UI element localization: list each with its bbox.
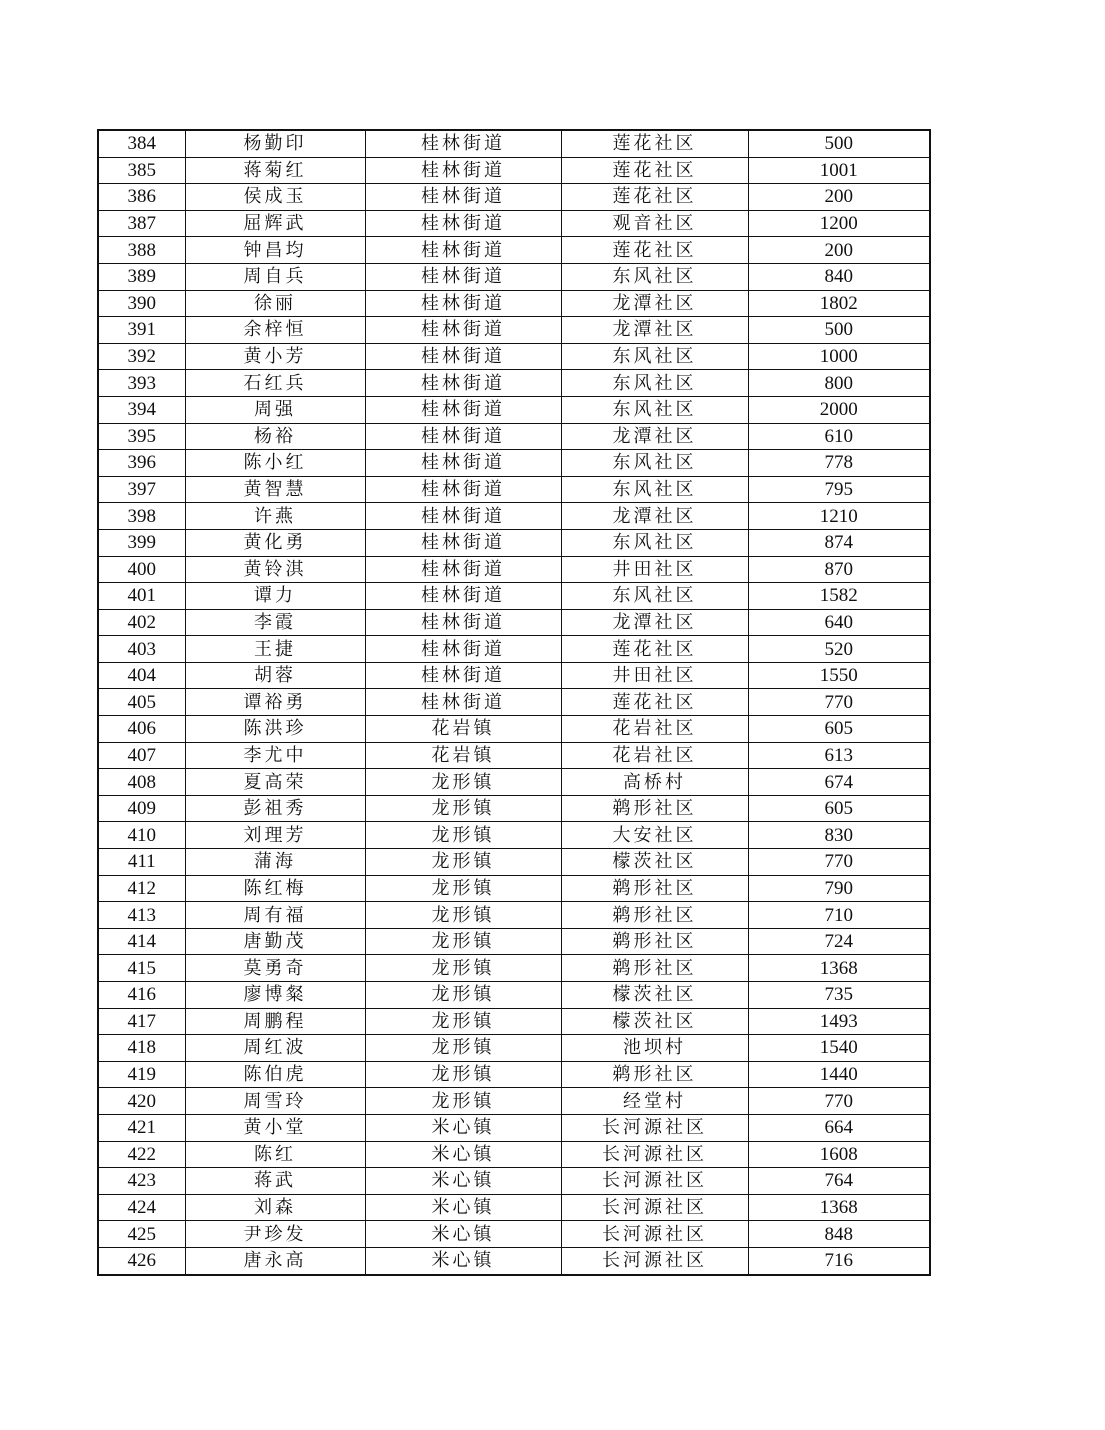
amount-cell: 800 (748, 370, 930, 397)
person-name-cell: 周红波 (185, 1035, 365, 1062)
community-cell: 井田社区 (561, 556, 748, 583)
table-row (98, 982, 930, 1009)
person-name-cell: 唐永高 (185, 1247, 365, 1274)
amount-cell: 1802 (748, 290, 930, 317)
table-row (98, 263, 930, 290)
table-row (98, 955, 930, 982)
row-number-cell: 409 (98, 795, 185, 822)
table-row (98, 317, 930, 344)
row-number-cell: 420 (98, 1088, 185, 1115)
community-cell: 经堂村 (561, 1088, 748, 1115)
table-row (98, 716, 930, 743)
table-row (98, 370, 930, 397)
person-name-cell: 陈红 (185, 1141, 365, 1168)
community-cell: 龙潭社区 (561, 609, 748, 636)
table-row (98, 237, 930, 264)
amount-cell: 1368 (748, 1194, 930, 1221)
street-town-cell: 龙形镇 (365, 795, 561, 822)
person-name-cell: 谭力 (185, 583, 365, 610)
table-row (98, 503, 930, 530)
street-town-cell: 龙形镇 (365, 822, 561, 849)
row-number-cell: 417 (98, 1008, 185, 1035)
person-name-cell: 陈小红 (185, 450, 365, 477)
community-cell: 鹈形社区 (561, 795, 748, 822)
person-name-cell: 蒲海 (185, 849, 365, 876)
community-cell: 长河源社区 (561, 1114, 748, 1141)
table-row (98, 583, 930, 610)
row-number-cell: 426 (98, 1247, 185, 1274)
community-cell: 长河源社区 (561, 1247, 748, 1274)
community-cell: 龙潭社区 (561, 317, 748, 344)
community-cell: 东风社区 (561, 396, 748, 423)
row-number-cell: 406 (98, 716, 185, 743)
amount-cell: 605 (748, 795, 930, 822)
person-name-cell: 王捷 (185, 636, 365, 663)
person-name-cell: 屈辉武 (185, 210, 365, 237)
amount-cell: 870 (748, 556, 930, 583)
street-town-cell: 花岩镇 (365, 716, 561, 743)
row-number-cell: 412 (98, 875, 185, 902)
amount-cell: 520 (748, 636, 930, 663)
table-row (98, 184, 930, 211)
row-number-cell: 395 (98, 423, 185, 450)
table-row (98, 1088, 930, 1115)
amount-cell: 674 (748, 769, 930, 796)
amount-cell: 1001 (748, 157, 930, 184)
person-name-cell: 蒋菊红 (185, 157, 365, 184)
amount-cell: 610 (748, 423, 930, 450)
table-row (98, 849, 930, 876)
amount-cell: 778 (748, 450, 930, 477)
community-cell: 檬茨社区 (561, 849, 748, 876)
amount-cell: 830 (748, 822, 930, 849)
community-cell: 鹈形社区 (561, 1061, 748, 1088)
table-row (98, 476, 930, 503)
person-name-cell: 钟昌均 (185, 237, 365, 264)
community-cell: 鹈形社区 (561, 928, 748, 955)
person-name-cell: 徐丽 (185, 290, 365, 317)
row-number-cell: 421 (98, 1114, 185, 1141)
table-row (98, 450, 930, 477)
table-row (98, 130, 930, 157)
row-number-cell: 419 (98, 1061, 185, 1088)
community-cell: 龙潭社区 (561, 290, 748, 317)
street-town-cell: 桂林街道 (365, 130, 561, 157)
person-name-cell: 廖博粲 (185, 982, 365, 1009)
person-name-cell: 莫勇奇 (185, 955, 365, 982)
row-number-cell: 415 (98, 955, 185, 982)
table-row (98, 1008, 930, 1035)
person-name-cell: 蒋武 (185, 1168, 365, 1195)
amount-cell: 1493 (748, 1008, 930, 1035)
street-town-cell: 龙形镇 (365, 769, 561, 796)
street-town-cell: 桂林街道 (365, 450, 561, 477)
table-row (98, 769, 930, 796)
row-number-cell: 393 (98, 370, 185, 397)
street-town-cell: 米心镇 (365, 1194, 561, 1221)
community-cell: 莲花社区 (561, 184, 748, 211)
community-cell: 鹈形社区 (561, 955, 748, 982)
amount-cell: 1582 (748, 583, 930, 610)
row-number-cell: 405 (98, 689, 185, 716)
person-name-cell: 陈红梅 (185, 875, 365, 902)
row-number-cell: 413 (98, 902, 185, 929)
amount-cell: 724 (748, 928, 930, 955)
person-name-cell: 李尤中 (185, 742, 365, 769)
amount-cell: 874 (748, 529, 930, 556)
row-number-cell: 400 (98, 556, 185, 583)
amount-cell: 840 (748, 263, 930, 290)
row-number-cell: 386 (98, 184, 185, 211)
community-cell: 花岩社区 (561, 742, 748, 769)
community-cell: 东风社区 (561, 263, 748, 290)
person-name-cell: 周有福 (185, 902, 365, 929)
amount-cell: 500 (748, 317, 930, 344)
person-name-cell: 夏高荣 (185, 769, 365, 796)
street-town-cell: 桂林街道 (365, 423, 561, 450)
row-number-cell: 414 (98, 928, 185, 955)
street-town-cell: 米心镇 (365, 1141, 561, 1168)
table-row (98, 396, 930, 423)
row-number-cell: 404 (98, 662, 185, 689)
person-name-cell: 彭祖秀 (185, 795, 365, 822)
row-number-cell: 408 (98, 769, 185, 796)
row-number-cell: 418 (98, 1035, 185, 1062)
amount-cell: 1608 (748, 1141, 930, 1168)
community-cell: 长河源社区 (561, 1168, 748, 1195)
street-town-cell: 桂林街道 (365, 184, 561, 211)
row-number-cell: 394 (98, 396, 185, 423)
street-town-cell: 龙形镇 (365, 1088, 561, 1115)
row-number-cell: 423 (98, 1168, 185, 1195)
amount-cell: 1000 (748, 343, 930, 370)
row-number-cell: 396 (98, 450, 185, 477)
table-row (98, 875, 930, 902)
table-row (98, 210, 930, 237)
table-row (98, 822, 930, 849)
community-cell: 莲花社区 (561, 157, 748, 184)
street-town-cell: 桂林街道 (365, 317, 561, 344)
person-name-cell: 黄智慧 (185, 476, 365, 503)
row-number-cell: 398 (98, 503, 185, 530)
table-row (98, 423, 930, 450)
street-town-cell: 龙形镇 (365, 1008, 561, 1035)
person-name-cell: 刘理芳 (185, 822, 365, 849)
table-row (98, 1221, 930, 1248)
community-cell: 鹈形社区 (561, 875, 748, 902)
community-cell: 东风社区 (561, 583, 748, 610)
person-name-cell: 周自兵 (185, 263, 365, 290)
community-cell: 莲花社区 (561, 130, 748, 157)
row-number-cell: 416 (98, 982, 185, 1009)
community-cell: 莲花社区 (561, 237, 748, 264)
person-name-cell: 周鹏程 (185, 1008, 365, 1035)
amount-cell: 848 (748, 1221, 930, 1248)
community-cell: 东风社区 (561, 476, 748, 503)
community-cell: 长河源社区 (561, 1194, 748, 1221)
table-row (98, 742, 930, 769)
row-number-cell: 401 (98, 583, 185, 610)
person-name-cell: 黄化勇 (185, 529, 365, 556)
amount-cell: 1540 (748, 1035, 930, 1062)
amount-cell: 2000 (748, 396, 930, 423)
table-row (98, 1035, 930, 1062)
person-name-cell: 刘森 (185, 1194, 365, 1221)
person-name-cell: 陈洪珍 (185, 716, 365, 743)
community-cell: 莲花社区 (561, 689, 748, 716)
row-number-cell: 387 (98, 210, 185, 237)
community-cell: 龙潭社区 (561, 423, 748, 450)
street-town-cell: 桂林街道 (365, 263, 561, 290)
table-row (98, 1168, 930, 1195)
community-cell: 檬茨社区 (561, 982, 748, 1009)
community-cell: 池坝村 (561, 1035, 748, 1062)
row-number-cell: 390 (98, 290, 185, 317)
street-town-cell: 桂林街道 (365, 370, 561, 397)
amount-cell: 770 (748, 849, 930, 876)
person-name-cell: 胡蓉 (185, 662, 365, 689)
table-row (98, 609, 930, 636)
row-number-cell: 410 (98, 822, 185, 849)
person-name-cell: 杨裕 (185, 423, 365, 450)
table-row (98, 689, 930, 716)
table-row (98, 529, 930, 556)
row-number-cell: 402 (98, 609, 185, 636)
street-town-cell: 桂林街道 (365, 636, 561, 663)
community-cell: 东风社区 (561, 450, 748, 477)
street-town-cell: 龙形镇 (365, 1061, 561, 1088)
street-town-cell: 桂林街道 (365, 609, 561, 636)
amount-cell: 500 (748, 130, 930, 157)
community-cell: 鹈形社区 (561, 902, 748, 929)
street-town-cell: 龙形镇 (365, 955, 561, 982)
table-row (98, 662, 930, 689)
community-cell: 井田社区 (561, 662, 748, 689)
street-town-cell: 龙形镇 (365, 902, 561, 929)
street-town-cell: 桂林街道 (365, 210, 561, 237)
person-name-cell: 尹珍发 (185, 1221, 365, 1248)
street-town-cell: 龙形镇 (365, 1035, 561, 1062)
street-town-cell: 桂林街道 (365, 662, 561, 689)
recipient-table (97, 129, 931, 1276)
amount-cell: 770 (748, 689, 930, 716)
street-town-cell: 桂林街道 (365, 556, 561, 583)
table-row (98, 1114, 930, 1141)
street-town-cell: 龙形镇 (365, 928, 561, 955)
table-row (98, 928, 930, 955)
street-town-cell: 桂林街道 (365, 396, 561, 423)
person-name-cell: 唐勤茂 (185, 928, 365, 955)
amount-cell: 716 (748, 1247, 930, 1274)
street-town-cell: 龙形镇 (365, 982, 561, 1009)
amount-cell: 735 (748, 982, 930, 1009)
amount-cell: 710 (748, 902, 930, 929)
community-cell: 高桥村 (561, 769, 748, 796)
row-number-cell: 422 (98, 1141, 185, 1168)
person-name-cell: 李霞 (185, 609, 365, 636)
row-number-cell: 425 (98, 1221, 185, 1248)
street-town-cell: 桂林街道 (365, 290, 561, 317)
row-number-cell: 403 (98, 636, 185, 663)
community-cell: 东风社区 (561, 529, 748, 556)
street-town-cell: 桂林街道 (365, 157, 561, 184)
row-number-cell: 407 (98, 742, 185, 769)
table-row (98, 1141, 930, 1168)
amount-cell: 1210 (748, 503, 930, 530)
street-town-cell: 龙形镇 (365, 849, 561, 876)
row-number-cell: 392 (98, 343, 185, 370)
table-row (98, 1061, 930, 1088)
person-name-cell: 黄小芳 (185, 343, 365, 370)
amount-cell: 200 (748, 184, 930, 211)
table-body (98, 130, 930, 1275)
person-name-cell: 黄小堂 (185, 1114, 365, 1141)
row-number-cell: 391 (98, 317, 185, 344)
street-town-cell: 花岩镇 (365, 742, 561, 769)
community-cell: 观音社区 (561, 210, 748, 237)
person-name-cell: 侯成玉 (185, 184, 365, 211)
street-town-cell: 桂林街道 (365, 476, 561, 503)
person-name-cell: 谭裕勇 (185, 689, 365, 716)
row-number-cell: 389 (98, 263, 185, 290)
amount-cell: 605 (748, 716, 930, 743)
community-cell: 大安社区 (561, 822, 748, 849)
amount-cell: 640 (748, 609, 930, 636)
amount-cell: 200 (748, 237, 930, 264)
amount-cell: 790 (748, 875, 930, 902)
community-cell: 长河源社区 (561, 1141, 748, 1168)
table-row (98, 556, 930, 583)
community-cell: 莲花社区 (561, 636, 748, 663)
community-cell: 花岩社区 (561, 716, 748, 743)
row-number-cell: 384 (98, 130, 185, 157)
street-town-cell: 桂林街道 (365, 343, 561, 370)
table-row (98, 636, 930, 663)
community-cell: 长河源社区 (561, 1221, 748, 1248)
row-number-cell: 411 (98, 849, 185, 876)
amount-cell: 770 (748, 1088, 930, 1115)
table-row (98, 157, 930, 184)
street-town-cell: 米心镇 (365, 1168, 561, 1195)
table-row (98, 795, 930, 822)
street-town-cell: 桂林街道 (365, 583, 561, 610)
person-name-cell: 石红兵 (185, 370, 365, 397)
amount-cell: 1200 (748, 210, 930, 237)
community-cell: 龙潭社区 (561, 503, 748, 530)
table-row (98, 1194, 930, 1221)
community-cell: 东风社区 (561, 343, 748, 370)
street-town-cell: 桂林街道 (365, 503, 561, 530)
table-row (98, 343, 930, 370)
row-number-cell: 424 (98, 1194, 185, 1221)
person-name-cell: 余梓恒 (185, 317, 365, 344)
person-name-cell: 周强 (185, 396, 365, 423)
street-town-cell: 桂林街道 (365, 237, 561, 264)
table-row (98, 1247, 930, 1274)
table-row (98, 290, 930, 317)
street-town-cell: 米心镇 (365, 1247, 561, 1274)
street-town-cell: 桂林街道 (365, 689, 561, 716)
street-town-cell: 龙形镇 (365, 875, 561, 902)
community-cell: 东风社区 (561, 370, 748, 397)
person-name-cell: 杨勤印 (185, 130, 365, 157)
amount-cell: 613 (748, 742, 930, 769)
amount-cell: 795 (748, 476, 930, 503)
table-row (98, 902, 930, 929)
street-town-cell: 米心镇 (365, 1221, 561, 1248)
amount-cell: 664 (748, 1114, 930, 1141)
person-name-cell: 周雪玲 (185, 1088, 365, 1115)
row-number-cell: 397 (98, 476, 185, 503)
person-name-cell: 陈伯虎 (185, 1061, 365, 1088)
street-town-cell: 米心镇 (365, 1114, 561, 1141)
person-name-cell: 许燕 (185, 503, 365, 530)
person-name-cell: 黄铃淇 (185, 556, 365, 583)
row-number-cell: 399 (98, 529, 185, 556)
community-cell: 檬茨社区 (561, 1008, 748, 1035)
amount-cell: 1550 (748, 662, 930, 689)
street-town-cell: 桂林街道 (365, 529, 561, 556)
row-number-cell: 385 (98, 157, 185, 184)
amount-cell: 1368 (748, 955, 930, 982)
row-number-cell: 388 (98, 237, 185, 264)
amount-cell: 1440 (748, 1061, 930, 1088)
amount-cell: 764 (748, 1168, 930, 1195)
